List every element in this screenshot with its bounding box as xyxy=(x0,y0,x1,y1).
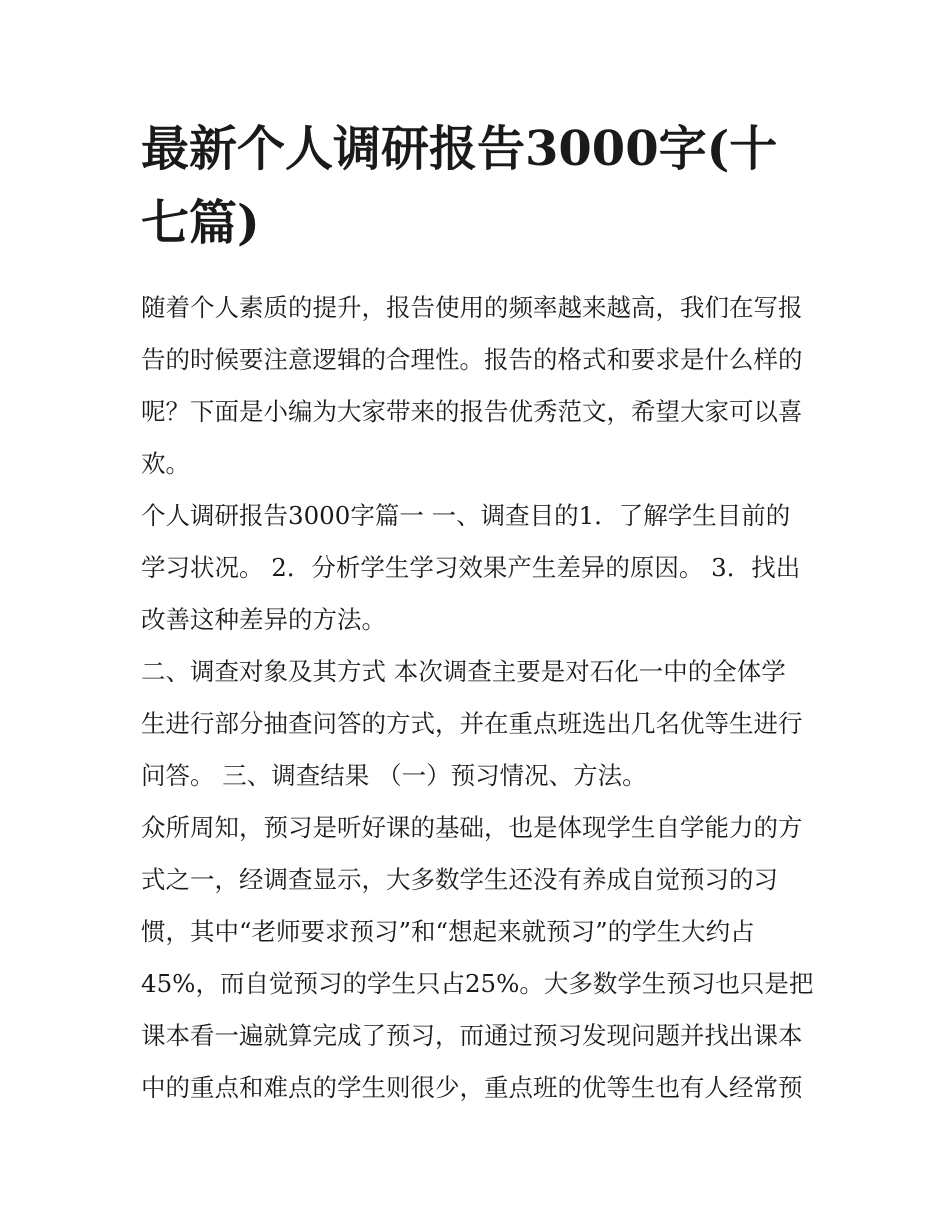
text-line: 中的重点和难点的学生则很少，重点班的优等生也有人经常预 xyxy=(141,1073,803,1102)
text-line: 告的时候要注意逻辑的合理性。报告的格式和要求是什么样的 xyxy=(141,345,803,374)
section-paragraph xyxy=(141,646,813,802)
text-line: 众所周知，预习是听好课的基础，也是体现学生自学能力的方 xyxy=(141,813,803,842)
body-paragraph xyxy=(141,802,813,1114)
text-line: 45%，而自觉预习的学生只占25%。大多数学生预习也只是把 xyxy=(141,969,814,998)
text-line: 欢。 xyxy=(141,449,190,478)
text-line: 学习状况。 2．分析学生学习效果产生差异的原因。 3．找出 xyxy=(141,553,801,582)
title-line: 最新个人调研报告3000字(十 xyxy=(141,121,778,177)
text-line: 改善这种差异的方法。 xyxy=(141,605,386,634)
page-title xyxy=(141,112,813,260)
document-content xyxy=(141,112,813,1114)
text-line: 生进行部分抽查问答的方式，并在重点班选出几名优等生进行 xyxy=(141,709,803,738)
text-line: 随着个人素质的提升，报告使用的频率越来越高，我们在写报 xyxy=(141,293,803,322)
text-line: 问答。 三、调查结果 （一）预习情况、方法。 xyxy=(141,761,647,790)
text-line: 呢？下面是小编为大家带来的报告优秀范文，希望大家可以喜 xyxy=(141,397,803,426)
text-line: 二、调查对象及其方式 本次调查主要是对石化一中的全体学 xyxy=(141,657,786,686)
text-line: 课本看一遍就算完成了预习，而通过预习发现问题并找出课本 xyxy=(141,1021,803,1050)
title-line: 七篇) xyxy=(141,195,260,251)
section-paragraph xyxy=(141,490,813,646)
text-line: 式之一，经调查显示，大多数学生还没有养成自觉预习的习 xyxy=(141,865,778,894)
text-line: 惯，其中“老师要求预习”和“想起来就预习”的学生大约占 xyxy=(141,917,755,946)
intro-paragraph xyxy=(141,282,813,490)
text-line: 个人调研报告3000字篇一 一、调查目的1．了解学生目前的 xyxy=(141,501,791,530)
